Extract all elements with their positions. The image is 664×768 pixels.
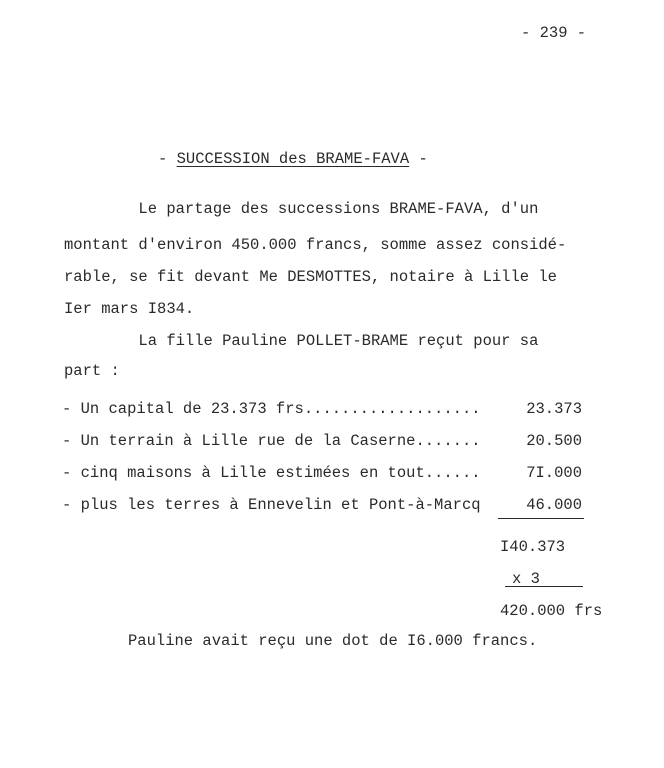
item-amount: 7I.000 — [526, 464, 582, 482]
subtotal: I40.373 — [500, 538, 566, 556]
item-label: - Un capital de 23.373 frs................... — [62, 400, 481, 418]
title-text: SUCCESSION des BRAME-FAVA — [176, 150, 410, 168]
item-amount: 46.000 — [526, 496, 582, 514]
multiply-rule — [505, 586, 583, 587]
paragraph1-line-1: Le partage des successions BRAME-FAVA, d'un — [64, 200, 539, 218]
paragraph1-line-3: rable, se fit devant Me DESMOTTES, notaire à Lille le — [64, 268, 557, 286]
title-prefix: - — [158, 150, 177, 168]
grand-total: 420.000 frs — [500, 602, 603, 620]
sum-rule — [498, 518, 584, 519]
item-label: - plus les terres à Ennevelin et Pont-à-Marcq — [62, 496, 481, 514]
item-row — [62, 464, 582, 482]
paragraph2-line-2: part : — [64, 362, 120, 380]
paragraph2-line-1: La fille Pauline POLLET-BRAME reçut pour sa — [64, 332, 539, 350]
item-label: - cinq maisons à Lille estimées en tout...... — [62, 464, 481, 482]
item-amount: 23.373 — [526, 400, 582, 418]
paragraph1-line-4: Ier mars I834. — [64, 300, 195, 318]
item-row — [62, 400, 582, 418]
item-amount: 20.500 — [526, 432, 582, 450]
multiplier: x 3 — [512, 570, 540, 588]
title-suffix: - — [409, 150, 428, 168]
item-row — [62, 496, 582, 514]
paragraph1-line-2: montant d'environ 450.000 francs, somme assez considé- — [64, 236, 567, 254]
closing-sentence: Pauline avait reçu une dot de I6.000 francs. — [128, 632, 538, 650]
item-row — [62, 432, 582, 450]
item-label: - Un terrain à Lille rue de la Caserne....... — [62, 432, 481, 450]
section-title — [158, 150, 428, 168]
page-number: - 239 - — [521, 24, 587, 42]
